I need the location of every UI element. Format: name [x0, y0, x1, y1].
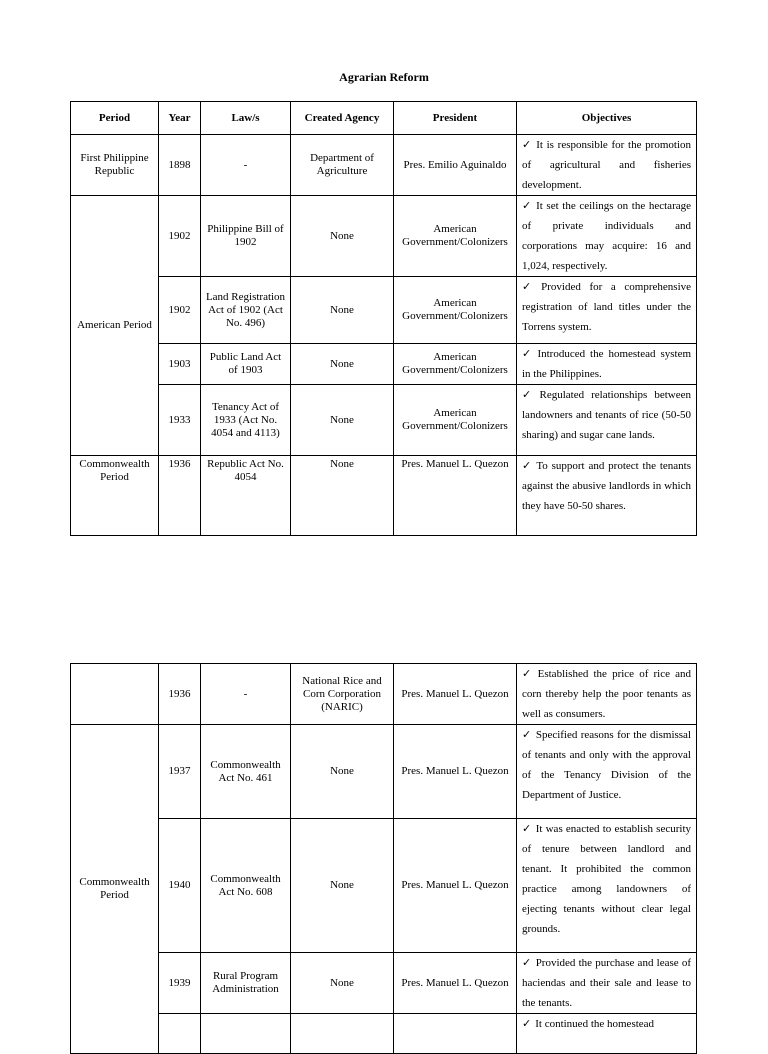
objective-cell: [517, 344, 697, 385]
objective-text: It set the ceilings on the hectarage of private individuals and corporations may acquire: 16 and 1,024, respectively.: [522, 200, 691, 272]
objective-text: It continued the homestead: [535, 1018, 655, 1030]
year-cell: 1940: [159, 819, 201, 953]
president-cell: Pres. Manuel L. Quezon: [394, 953, 517, 1014]
header-period: Period: [71, 102, 159, 135]
document-title: Agrarian Reform: [339, 70, 429, 84]
law-cell: Republic Act No. 4054: [201, 456, 291, 536]
period-cell: Commonwealth Period: [71, 725, 159, 1054]
checkmark-icon: ✓: [522, 729, 532, 741]
president-cell: Pres. Manuel L. Quezon: [394, 725, 517, 819]
checkmark-icon: ✓: [522, 139, 533, 151]
checkmark-icon: ✓: [522, 389, 536, 401]
year-cell: 1936: [159, 456, 201, 536]
objective-cell: [517, 664, 697, 725]
objective-text: Provided for a comprehensive registration of land titles under the Torrens system.: [522, 281, 692, 333]
table-row: [71, 664, 697, 725]
checkmark-icon: ✓: [522, 957, 532, 969]
header-created-agency: Created Agency: [291, 102, 394, 135]
president-cell: Pres. Manuel L. Quezon: [394, 664, 517, 725]
table-row: [71, 456, 697, 536]
president-cell: American Government/Colonizers: [394, 344, 517, 385]
president-cell: Pres. Manuel L. Quezon: [394, 819, 517, 953]
checkmark-icon: ✓: [522, 823, 532, 835]
period-cell: American Period: [71, 196, 159, 456]
agency-cell: None: [291, 385, 394, 456]
year-cell: 1898: [159, 135, 201, 196]
checkmark-icon: ✓: [522, 281, 538, 293]
table-row: [71, 277, 697, 344]
objective-cell: [517, 196, 697, 277]
table-row: [71, 725, 697, 819]
objective-cell: [517, 277, 697, 344]
year-cell: 1939: [159, 953, 201, 1014]
year-cell: [159, 1014, 201, 1054]
year-cell: 1937: [159, 725, 201, 819]
agency-cell: None: [291, 277, 394, 344]
law-cell: Rural Program Administration: [201, 953, 291, 1014]
period-cell: Commonwealth Period: [71, 456, 159, 536]
year-cell: 1902: [159, 277, 201, 344]
table-row: [71, 344, 697, 385]
objective-text: Regulated relationships between landowners and tenants of rice (50-50 sharing) and sugar cane lands.: [522, 389, 691, 441]
checkmark-icon: ✓: [522, 200, 533, 212]
objective-cell: [517, 819, 697, 953]
president-cell: American Government/Colonizers: [394, 385, 517, 456]
table-row: [71, 135, 697, 196]
table-row: [71, 1014, 697, 1054]
year-cell: 1936: [159, 664, 201, 725]
agency-cell: None: [291, 819, 394, 953]
law-cell: Land Registration Act of 1902 (Act No. 496): [201, 277, 291, 344]
objective-text: It is responsible for the promotion of agricultural and fisheries development.: [522, 139, 691, 191]
agency-cell: Department of Agriculture: [291, 135, 394, 196]
agrarian-reform-table-1: [70, 101, 697, 536]
objective-cell: [517, 456, 697, 536]
objective-cell: [517, 725, 697, 819]
objective-cell: [517, 135, 697, 196]
agency-cell: National Rice and Corn Corporation (NARIC): [291, 664, 394, 725]
header-laws: Law/s: [201, 102, 291, 135]
table-header-row: [71, 102, 697, 135]
agency-cell: None: [291, 953, 394, 1014]
president-cell: American Government/Colonizers: [394, 196, 517, 277]
objective-cell: [517, 953, 697, 1014]
objective-text: Specified reasons for the dismissal of tenants and only with the approval of the Tenancy Division of the Department of Justice.: [522, 729, 691, 801]
year-cell: 1903: [159, 344, 201, 385]
president-cell: Pres. Manuel L. Quezon: [394, 456, 517, 536]
agency-cell: None: [291, 456, 394, 536]
president-cell: [394, 1014, 517, 1054]
objective-cell: [517, 385, 697, 456]
year-cell: 1902: [159, 196, 201, 277]
president-cell: American Government/Colonizers: [394, 277, 517, 344]
header-year: Year: [159, 102, 201, 135]
objective-text: Introduced the homestead system in the Philippines.: [522, 348, 692, 380]
law-cell: [201, 1014, 291, 1054]
table-row: [71, 385, 697, 456]
law-cell: Philippine Bill of 1902: [201, 196, 291, 277]
header-objectives: Objectives: [517, 102, 697, 135]
agrarian-reform-table-2: [70, 663, 697, 1054]
law-cell: Public Land Act of 1903: [201, 344, 291, 385]
president-cell: Pres. Emilio Aguinaldo: [394, 135, 517, 196]
law-cell: Tenancy Act of 1933 (Act No. 4054 and 4113): [201, 385, 291, 456]
table-row: [71, 953, 697, 1014]
year-cell: 1933: [159, 385, 201, 456]
law-cell: Commonwealth Act No. 461: [201, 725, 291, 819]
checkmark-icon: ✓: [522, 460, 533, 472]
law-cell: -: [201, 664, 291, 725]
agency-cell: None: [291, 344, 394, 385]
header-president: President: [394, 102, 517, 135]
agency-cell: None: [291, 196, 394, 277]
table-row: [71, 196, 697, 277]
objective-cell: [517, 1014, 697, 1054]
objective-text: Established the price of rice and corn thereby help the poor tenants as well as consumers.: [522, 668, 692, 720]
period-cell: [71, 664, 159, 725]
objective-text: Provided the purchase and lease of haciendas and their sale and lease to the tenants.: [522, 957, 692, 1009]
agency-cell: [291, 1014, 394, 1054]
table-row: [71, 819, 697, 953]
objective-text: It was enacted to establish security of tenure between landlord and tenant. It prohibited the common practice among landowners of ejecting tenants without clear legal grounds.: [522, 823, 691, 935]
period-cell: First Philippine Republic: [71, 135, 159, 196]
law-cell: Commonwealth Act No. 608: [201, 819, 291, 953]
agency-cell: None: [291, 725, 394, 819]
checkmark-icon: ✓: [522, 1018, 532, 1030]
checkmark-icon: ✓: [522, 348, 534, 360]
law-cell: -: [201, 135, 291, 196]
checkmark-icon: ✓: [522, 668, 534, 680]
objective-text: To support and protect the tenants against the abusive landlords in which they have 50-50 shares.: [522, 460, 691, 512]
